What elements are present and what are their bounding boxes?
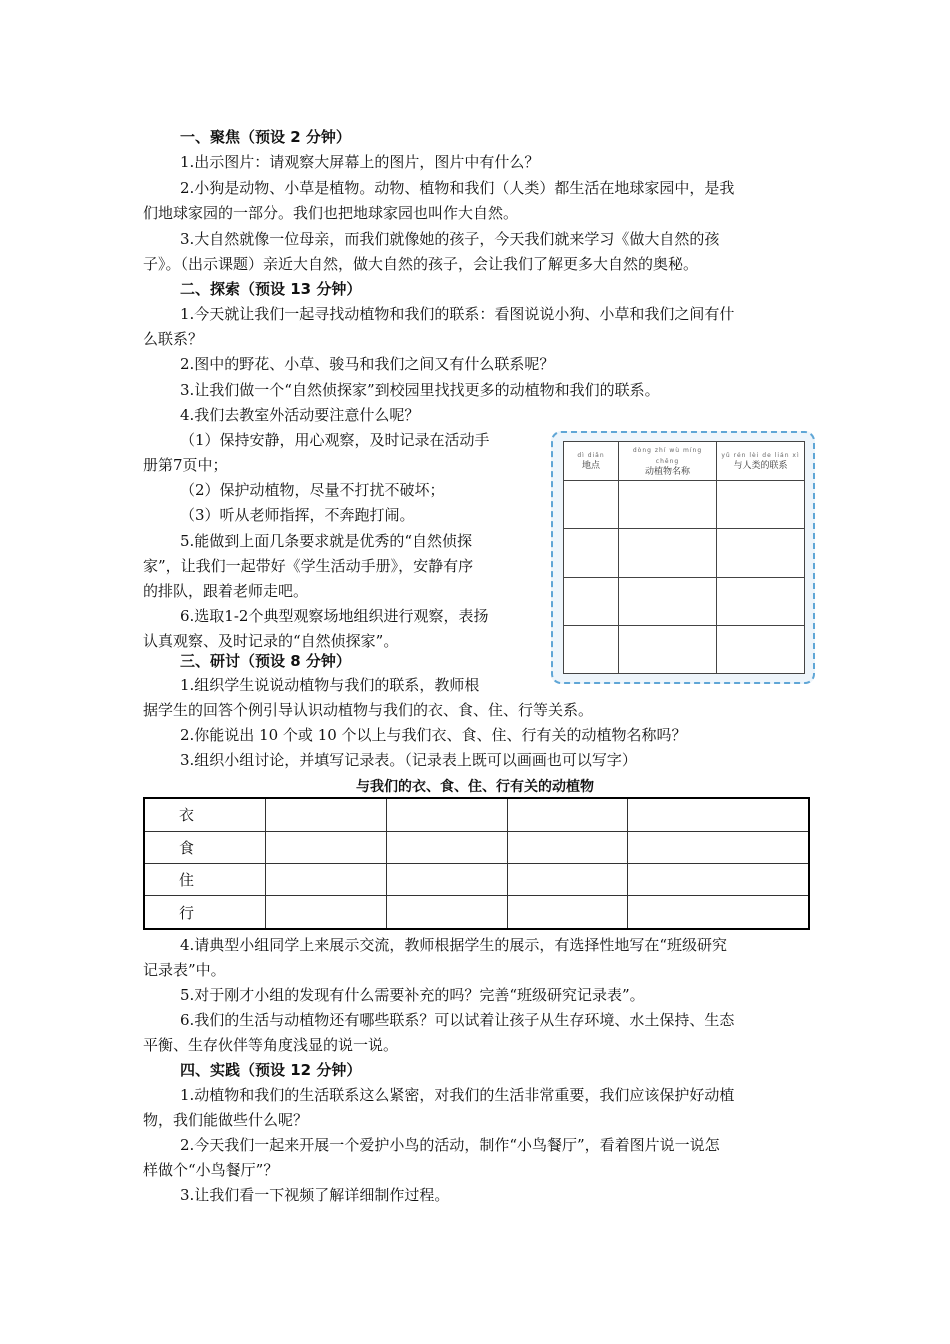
paragraph: 认真观察、及时记录的“自然侦探家”。 xyxy=(143,632,399,650)
paragraph: 6.我们的生活与动植物还有哪些联系？可以试着让孩子从生存环境、水土保持、生态 xyxy=(180,1011,735,1029)
paragraph: 2.你能说出 10 个或 10 个以上与我们衣、食、住、行有关的动植物名称吗？ xyxy=(180,726,687,744)
section-heading-discuss: 三、研讨（预设 8 分钟） xyxy=(180,652,351,670)
paragraph: 的排队，跟着老师走吧。 xyxy=(143,582,309,600)
paragraph: 2.小狗是动物、小草是植物。动物、植物和我们（人类）都生活在地球家园中，是我 xyxy=(180,179,735,197)
table-row: 行 xyxy=(144,896,809,929)
table-row: 衣 xyxy=(144,798,809,831)
paragraph: 据学生的回答个例引导认识动植物与我们的衣、食、住、行等关系。 xyxy=(143,701,594,719)
paragraph: 3.让我们看一下视频了解详细制作过程。 xyxy=(180,1186,450,1204)
paragraph: 3.让我们做一个“自然侦探家”到校园里找找更多的动植物和我们的联系。 xyxy=(180,381,660,399)
paragraph: 6.选取1-2个典型观察场地组织进行观察，表扬 xyxy=(180,607,489,625)
paragraph: 物，我们能做些什么呢？ xyxy=(143,1111,309,1129)
section-heading-practice: 四、实践（预设 12 分钟） xyxy=(180,1061,362,1079)
section-heading-focus: 一、聚焦（预设 2 分钟） xyxy=(180,128,351,146)
paragraph: 么联系？ xyxy=(143,330,204,348)
paragraph: 记录表”中。 xyxy=(143,961,226,979)
paragraph: 们地球家园的一部分。我们也把地球家园也叫作大自然。 xyxy=(143,204,519,222)
paragraph: （2）保护动植物，尽量不打扰不破坏； xyxy=(180,481,445,499)
paragraph: 册第7页中； xyxy=(143,456,228,474)
table-row: 食 xyxy=(144,831,809,863)
paragraph: 4.我们去教室外活动要注意什么呢？ xyxy=(180,406,420,424)
paragraph: 2.图中的野花、小草、骏马和我们之间又有什么联系呢？ xyxy=(180,355,555,373)
section-heading-explore: 二、探索（预设 13 分钟） xyxy=(180,280,362,298)
paragraph: 3.组织小组讨论，并填写记录表。（记录表上既可以画画也可以写字） xyxy=(180,751,637,769)
paragraph: 平衡、生存伙伴等角度浅显的说一说。 xyxy=(143,1036,399,1054)
paragraph: 家”，让我们一起带好《学生活动手册》，安静有序 xyxy=(143,557,474,575)
paragraph: （3）听从老师指挥，不奔跑打闹。 xyxy=(180,506,415,524)
record-table xyxy=(143,797,810,930)
handbook-col-names: dòng zhí wù míng chēng 动植物名称 xyxy=(619,442,717,481)
paragraph: 1.组织学生说说动植物与我们的联系，教师根 xyxy=(180,676,480,694)
handbook-col-relation: yǔ rén lèi de lián xì 与人类的联系 xyxy=(717,442,805,481)
handbook-col-location: dì diǎn 地点 xyxy=(564,442,619,481)
paragraph: 5.对于刚才小组的发现有什么需要补充的吗？完善“班级研究记录表”。 xyxy=(180,986,645,1004)
paragraph: （1）保持安静，用心观察，及时记录在活动手 xyxy=(180,431,490,449)
paragraph: 1.出示图片：请观察大屏幕上的图片，图片中有什么？ xyxy=(180,153,540,171)
table-row: 住 xyxy=(144,863,809,895)
paragraph: 5.能做到上面几条要求就是优秀的“自然侦探 xyxy=(180,532,472,550)
paragraph: 4.请典型小组同学上来展示交流，教师根据学生的展示，有选择性地写在“班级研究 xyxy=(180,936,727,954)
activity-handbook-table-image xyxy=(551,431,815,684)
paragraph: 子》。（出示课题）亲近大自然，做大自然的孩子，会让我们了解更多大自然的奥秘。 xyxy=(143,255,699,273)
paragraph: 样做个“小鸟餐厅”？ xyxy=(143,1161,279,1179)
paragraph: 1.今天就让我们一起寻找动植物和我们的联系：看图说说小狗、小草和我们之间有什 xyxy=(180,305,735,323)
paragraph: 1.动植物和我们的生活联系这么紧密，对我们的生活非常重要，我们应该保护好动植 xyxy=(180,1086,735,1104)
paragraph: 2.今天我们一起来开展一个爱护小鸟的活动，制作“小鸟餐厅”，看着图片说一说怎 xyxy=(180,1136,720,1154)
record-table-title: 与我们的衣、食、住、行有关的动植物 xyxy=(356,779,594,795)
paragraph: 3.大自然就像一位母亲，而我们就像她的孩子，今天我们就来学习《做大自然的孩 xyxy=(180,230,720,248)
